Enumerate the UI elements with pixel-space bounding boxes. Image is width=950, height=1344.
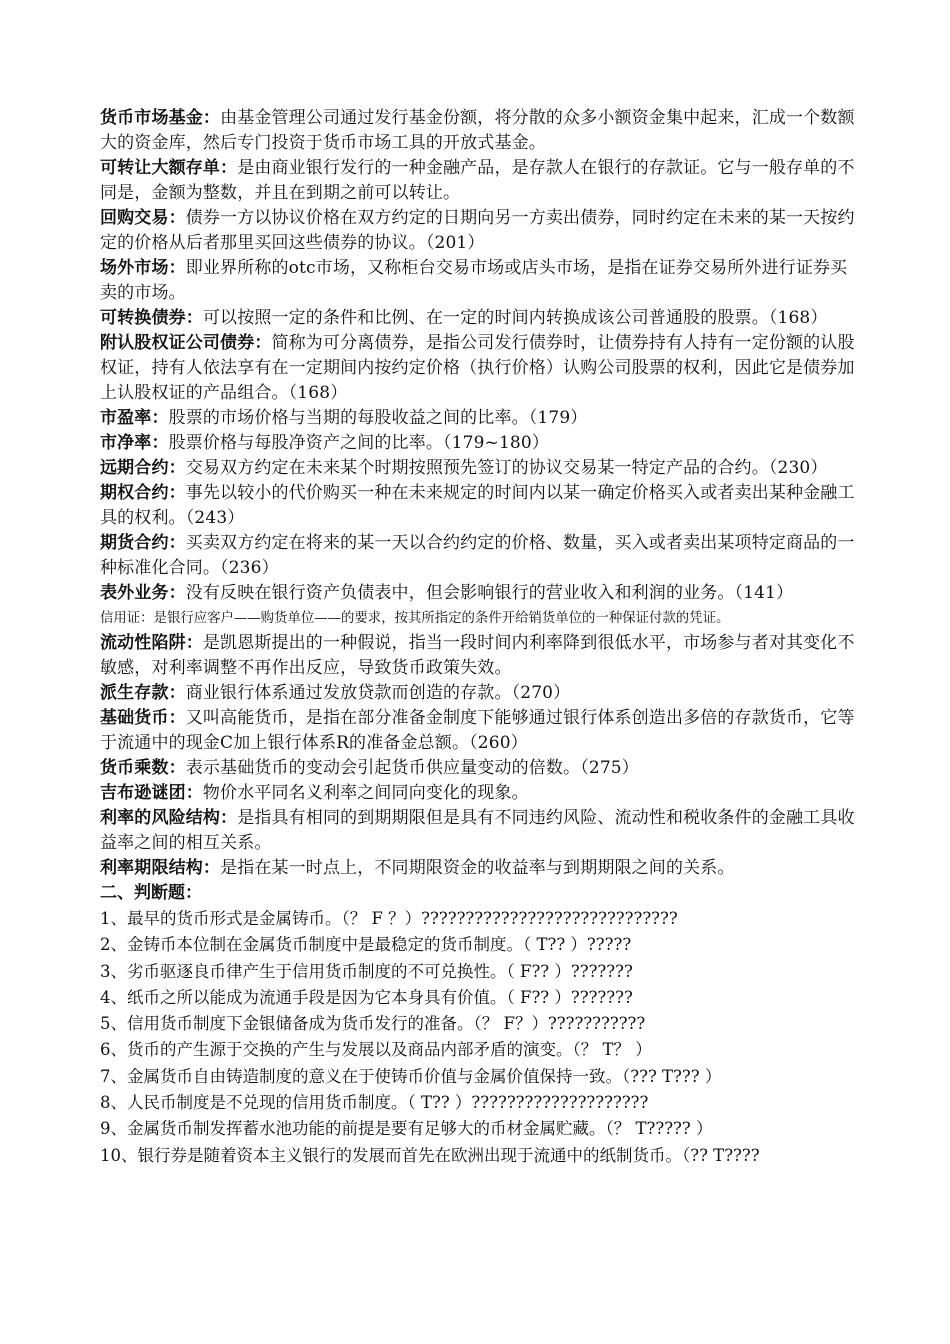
definition-text: 是由商业银行发行的一种金融产品，是存款人在银行的存款证。它与一般存单的不同是，金额为整数，并且在到期之前可以转让。	[100, 158, 855, 203]
definition-item	[100, 481, 860, 531]
definition-term: 表外业务：	[100, 583, 186, 603]
judgment-item: 9、金属货币制发挥蓄水池功能的前提是要有足够大的币材金属贮藏。（？ T????? ）	[100, 1119, 713, 1139]
judgment-item: 4、纸币之所以能成为流通手段是因为它本身具有价值。（ F?? ）???????	[100, 987, 633, 1007]
definition-text: 股票价格与每股净资产之间的比率。（179~180）	[168, 433, 549, 453]
definition-text: 没有反映在银行资产负债表中，但会影响银行的营业收入和利润的业务。（141）	[185, 583, 794, 603]
judgment-item: 1、最早的货币形式是金属铸币。（？ F ？）?????????????????????????????	[100, 909, 678, 928]
definition-term: 场外市场：	[100, 258, 186, 278]
definition-item	[100, 306, 860, 331]
judgment-item: 10、银行券是随着资本主义银行的发展而首先在欧洲出现于流通中的纸制货币。（?? T????	[100, 1145, 760, 1165]
definition-term: 期权合约：	[100, 483, 186, 503]
section-heading: 二、判断题：	[100, 883, 202, 903]
definition-item	[100, 756, 860, 781]
definition-text: 商业银行体系通过发放贷款而创造的存款。（270）	[185, 683, 571, 703]
definition-item	[100, 331, 860, 406]
definition-text: 由基金管理公司通过发行基金份额，将分散的众多小额资金集中起来，汇成一个数额大的资金库，然后专门投资于货币市场工具的开放式基金。	[100, 108, 855, 153]
definition-text: 是凯恩斯提出的一种假说，指当一段时间内利率降到很低水平，市场参与者对其变化不敏感，对利率调整不再作出反应，导致货币政策失效。	[100, 633, 855, 678]
definition-term: 附认股权证公司债券：	[100, 333, 272, 353]
definition-term: 货币市场基金：	[100, 108, 221, 128]
definition-text: 是指在某一时点上，不同期限资金的收益率与到期期限之间的关系。	[220, 858, 735, 878]
definition-term: 基础货币：	[100, 708, 186, 728]
definition-term: 远期合约：	[100, 458, 186, 478]
definition-term: 市净率：	[100, 433, 169, 453]
definition-item	[100, 206, 860, 256]
definition-text: 物价水平同名义利率之间同向变化的现象。	[202, 783, 529, 803]
definition-term: 派生存款：	[100, 683, 186, 703]
definition-item	[100, 681, 860, 706]
definition-text: 股票的市场价格与当期的每股收益之间的比率。（179）	[168, 408, 588, 428]
judgment-item: 5、信用货币制度下金银储备成为货币发行的准备。（？ F？）???????????	[100, 1014, 646, 1034]
definition-item	[100, 456, 860, 481]
definition-item	[100, 856, 860, 881]
definition-text: 是指具有相同的到期期限但是具有不同违约风险、流动性和税收条件的金融工具收益率之间的相互关系。	[100, 808, 855, 853]
definition-item	[100, 531, 860, 581]
judgment-item: 3、劣币驱逐良币律产生于信用货币制度的不可兑换性。（ F?? ）???????	[100, 961, 633, 981]
definition-text: 简称为可分离债券，是指公司发行债券时，让债券持有人持有一定份额的认股权证，持有人依法享有在一定期间内按约定价格（执行价格）认购公司股票的权利，因此它是债券加上认股权证的产品组合。（168）	[100, 333, 855, 403]
judgment-item: 8、人民币制度是不兑现的信用货币制度。（ T?? ）????????????????????	[100, 1093, 649, 1113]
definition-item	[100, 631, 860, 681]
definition-item	[100, 781, 860, 806]
document-page	[100, 106, 860, 1169]
definition-term: 流动性陷阱：	[100, 633, 203, 653]
judgment-item: 6、货币的产生源于交换的产生与发展以及商品内部矛盾的演变。（？ T？ ）	[100, 1040, 652, 1060]
definition-term: 市盈率：	[100, 408, 169, 428]
definition-term: 回购交易：	[100, 208, 186, 228]
definition-item	[100, 431, 860, 456]
definition-text: 买卖双方约定在将来的某一天以合约约定的价格、数量，买入或者卖出某项特定商品的一种标准化合同。（236）	[100, 533, 855, 578]
definition-text: 可以按照一定的条件和比例、在一定的时间内转换成该公司普通股的股票。（168）	[202, 308, 828, 328]
definition-item	[100, 806, 860, 856]
definition-term: 利率期限结构：	[100, 858, 221, 878]
judgment-item: 2、金铸币本位制在金属货币制度中是最稳定的货币制度。（ T?? ）?????	[100, 935, 632, 955]
definition-text: 即业界所称的otc市场，又称柜台交易市场或店头市场，是指在证券交易所外进行证券买卖的市场。	[100, 258, 848, 303]
definition-text: 事先以较小的代价购买一种在未来规定的时间内以某一确定价格买入或者卖出某种金融工具的权利。（243）	[100, 483, 855, 528]
definition-text: 又叫高能货币，是指在部分准备金制度下能够通过银行体系创造出多倍的存款货币，它等于流通中的现金C加上银行体系R的准备金总额。（260）	[100, 708, 855, 753]
definition-item	[100, 706, 860, 756]
definition-item	[100, 106, 860, 156]
small-note: 信用证：是银行应客户——购货单位——的要求，按其所指定的条件开给销货单位的一种保证付款的凭证。	[100, 611, 730, 626]
definition-term: 吉布逊谜团：	[100, 783, 203, 803]
definition-text: 表示基础货币的变动会引起货币供应量变动的倍数。（275）	[185, 758, 639, 778]
definition-term: 利率的风险结构：	[100, 808, 238, 828]
definition-text: 交易双方约定在未来某个时期按照预先签订的协议交易某一特定产品的合约。（230）	[185, 458, 828, 478]
definition-item	[100, 256, 860, 306]
definition-item	[100, 156, 860, 206]
definition-term: 可转让大额存单：	[100, 158, 238, 178]
judgment-item: 7、金属货币自由铸造制度的意义在于使铸币价值与金属价值保持一致。（??? T??? ）	[100, 1066, 722, 1086]
definition-term: 期货合约：	[100, 533, 186, 553]
definition-text: 债券一方以协议价格在双方约定的日期向另一方卖出债券，同时约定在未来的某一天按约定的价格从后者那里买回这些债券的协议。（201）	[100, 208, 855, 253]
definition-term: 货币乘数：	[100, 758, 186, 778]
definition-item	[100, 581, 860, 606]
definition-term: 可转换债券：	[100, 308, 203, 328]
definition-item	[100, 406, 860, 431]
